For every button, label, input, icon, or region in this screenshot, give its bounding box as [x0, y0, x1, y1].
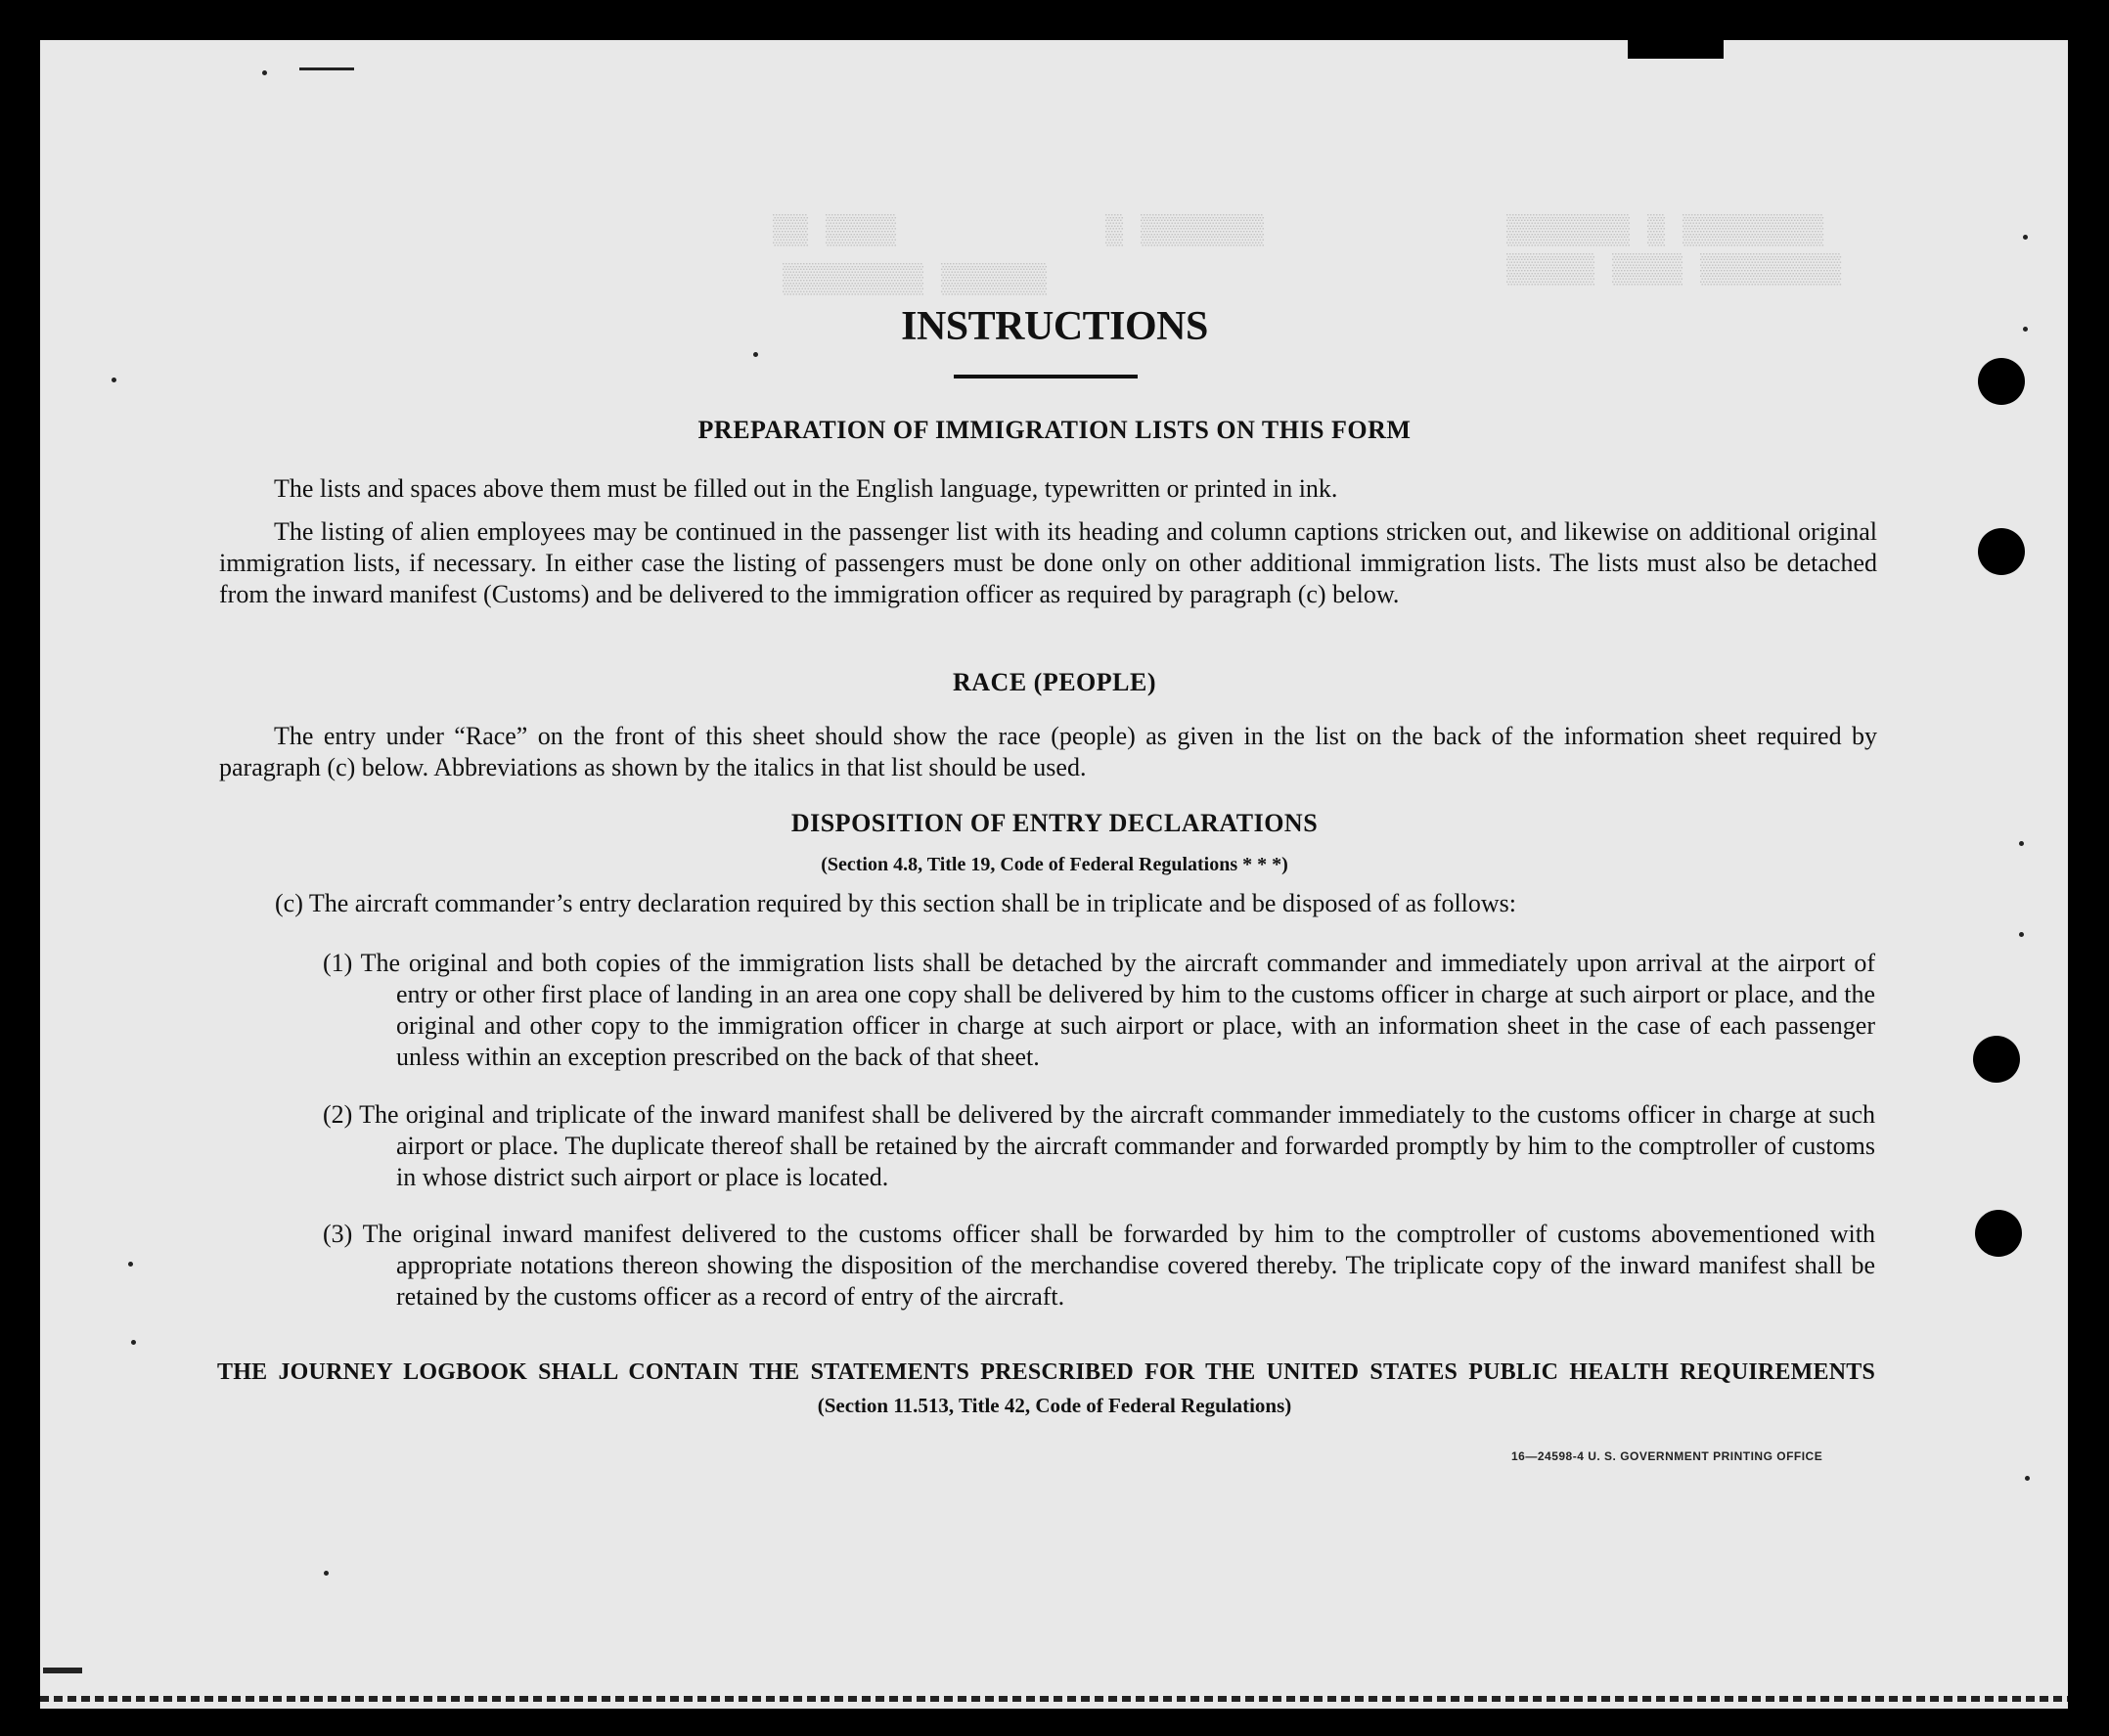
public-health-statement: THE JOURNEY LOGBOOK SHALL CONTAIN THE STATEMENTS PRESCRIBED FOR THE UNITED STATES PUBLIC HEALTH REQUIREMENTS [217, 1359, 1875, 1385]
scan-speck [2019, 841, 2024, 846]
scan-speck [2019, 932, 2024, 937]
bleed-through-text: ▒▒▒▒▒▒▒▒ ▒ ▒▒▒▒▒▒▒ [1506, 215, 1824, 248]
scan-speck [2023, 235, 2028, 240]
scan-mark [299, 67, 354, 70]
print-code: 16—24598-4 U. S. GOVERNMENT PRINTING OFFICE [1511, 1449, 1823, 1463]
scan-speck [324, 1571, 329, 1576]
scan-speck [262, 70, 267, 75]
section-heading-race: RACE (PEOPLE) [953, 668, 1156, 696]
scan-speck [128, 1262, 133, 1267]
punch-hole [1978, 358, 2025, 405]
list-item-3: (3) The original inward manifest delivered to the customs officer shall be forwarded by him to the comptroller of customs abovementioned with appropriate notations thereon showing the disposition of the merchandise covered thereby. The triplicate copy of the inward manifest shall be retained by the customs officer as a record of entry of the aircraft. [323, 1220, 1875, 1311]
section-heading-preparation: PREPARATION OF IMMIGRATION LISTS ON THIS FORM [697, 416, 1412, 444]
public-health-citation: (Section 11.513, Title 42, Code of Federal Regulations) [817, 1394, 1292, 1417]
scan-speck [112, 378, 116, 382]
scan-mark [43, 1668, 82, 1673]
scan-speck [753, 352, 758, 357]
bleed-through-text: ▒▒▒▒▒▒▒▒ ▒▒▒▒ ▒▒▒▒▒ [1506, 254, 1842, 288]
paragraph-c-intro: (c) The aircraft commander’s entry declaration required by this section shall be in triplicate and be disposed of as follows: [275, 889, 1517, 917]
scan-speck [2025, 1476, 2030, 1481]
list-item-2: (2) The original and triplicate of the inward manifest shall be delivered by the aircraft commander immediately to the customs officer in charge at such airport or place. The duplicate thereof shall be retained by the aircraft commander and forwarded promptly by him to the comptroller of customs in whose district such airport or place is located. [323, 1100, 1875, 1191]
section-heading-disposition: DISPOSITION OF ENTRY DECLARATIONS [790, 809, 1319, 837]
punch-hole [1973, 1036, 2020, 1083]
scan-speck [131, 1340, 136, 1345]
list-item-1: (1) The original and both copies of the immigration lists shall be detached by the aircraft commander and immediately upon arrival at the airport of entry or other first place of landing in an area one copy shall be delivered by him to the customs officer in charge at such airport or place, and the original and other copy to the immigration officer in charge at such airport or place, with an information sheet in the case of each passenger unless within an exception prescribed on the back of that sheet. [323, 949, 1875, 1071]
paragraph-language: The lists and spaces above them must be filled out in the English language, typewritten or printed in ink. [274, 474, 1338, 503]
punch-hole [1978, 528, 2025, 575]
section-citation: (Section 4.8, Title 19, Code of Federal Regulations * * *) [821, 854, 1288, 875]
punch-hole [1975, 1210, 2022, 1257]
page-title: INSTRUCTIONS [901, 304, 1208, 349]
perforated-edge [40, 1696, 2068, 1702]
bleed-through-text: ▒▒▒▒▒▒▒ ▒ [1105, 215, 1265, 248]
title-underline [954, 375, 1138, 378]
paragraph-alien-employees: The listing of alien employees may be continued in the passenger list with its heading and column captions stricken out, and likewise on additional original immigration lists, if necessary. In either case the listing of passengers must be done only on other additional immigration lists. The lists must also be detached from the inward manifest (Customs) and be delivered to the immigration officer as required by paragraph (c) below. [219, 517, 1877, 608]
bleed-through-text: ▒▒▒▒ ▒▒ [773, 215, 897, 248]
scan-edge-tab [1628, 37, 1724, 59]
bleed-through-text: ▒▒▒▒▒▒ ▒▒▒▒▒▒▒▒ [783, 264, 1048, 297]
paragraph-race: The entry under “Race” on the front of this sheet should show the race (people) as given in the list on the back of the information sheet required by paragraph (c) below. Abbreviations as shown by the italics in that list should be used. [219, 722, 1877, 781]
